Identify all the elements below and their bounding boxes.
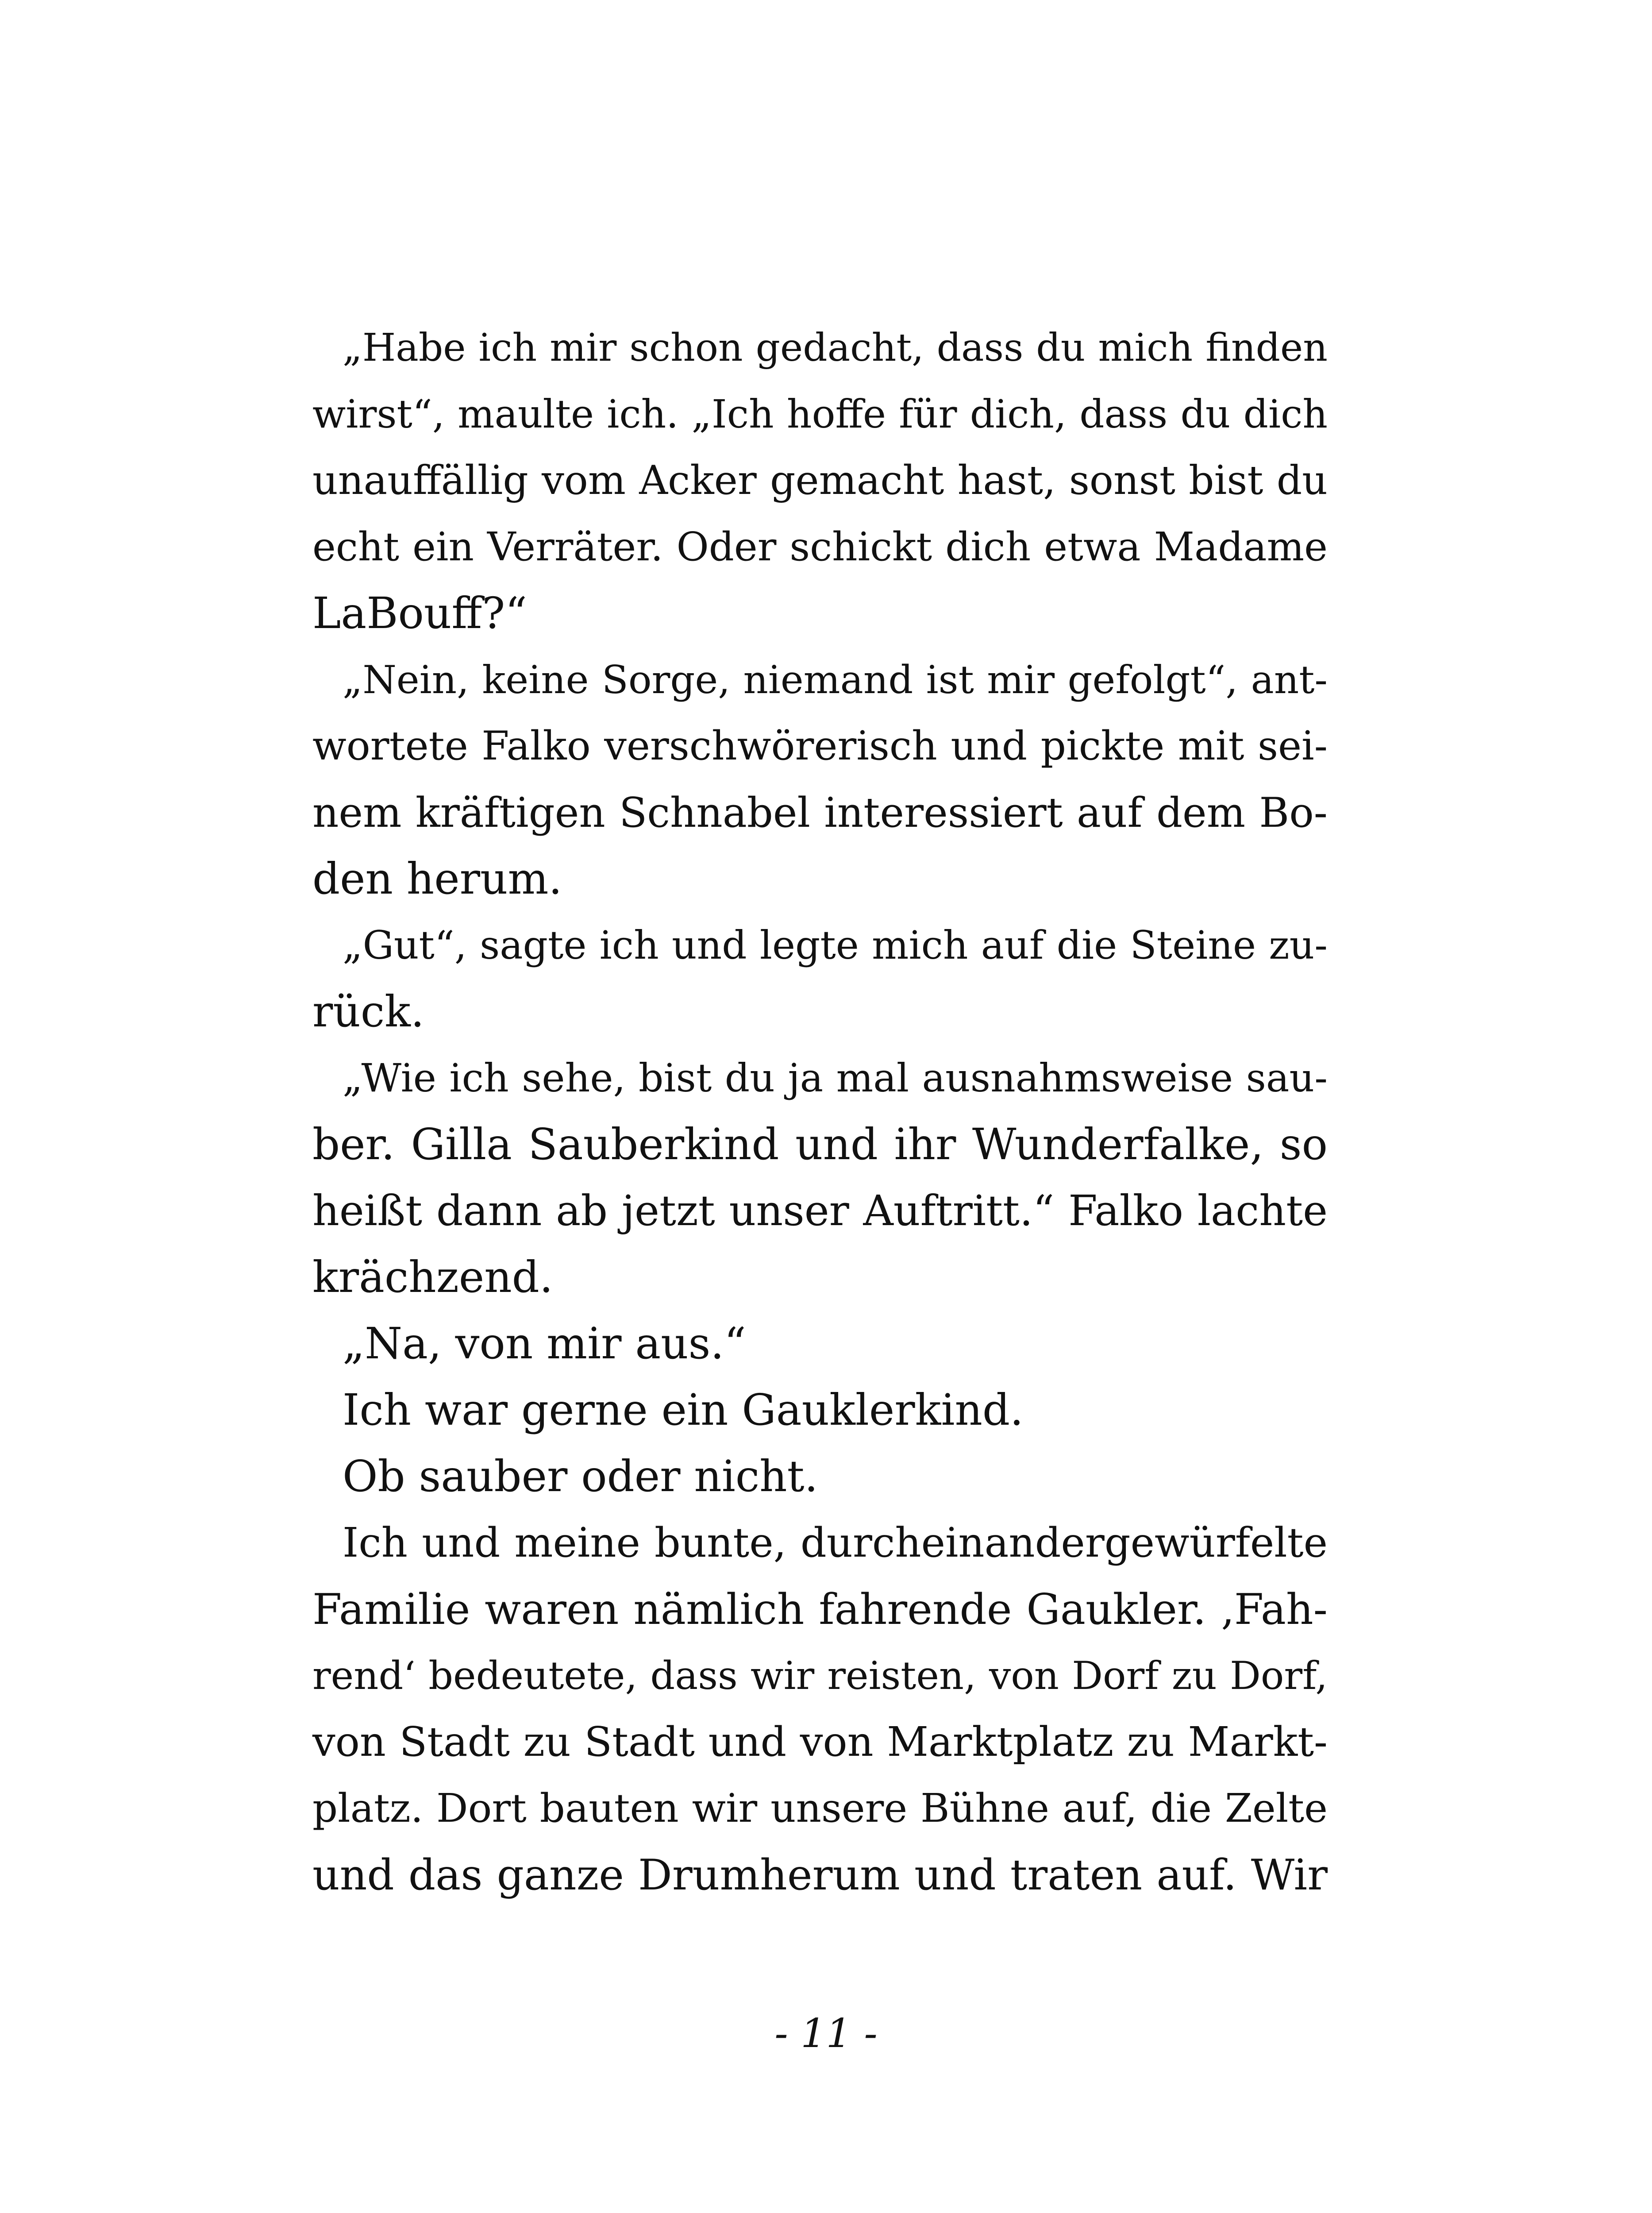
- text-line: Ich war gerne ein Gauklerkind.: [343, 1385, 1024, 1435]
- text-line: rück.: [312, 987, 424, 1037]
- text-line: „Habe ich mir schon gedacht, dass du mich finden: [343, 326, 1328, 370]
- text-line: den herum.: [312, 854, 562, 904]
- text-line: echt ein Verräter. Oder schickt dich etwa Madame: [312, 524, 1328, 570]
- text-line: rend‘ bedeutete, dass wir reisten, von Dorf zu Dorf,: [312, 1653, 1328, 1698]
- text-line: „Na, von mir aus.“: [343, 1319, 746, 1369]
- text-line: „Gut“, sagte ich und legte mich auf die Steine zu-: [343, 922, 1328, 968]
- text-line: „Nein, keine Sorge, niemand ist mir gefolgt“, ant-: [343, 657, 1328, 702]
- text-line: unauffällig vom Acker gemacht hast, sonst bist du: [312, 458, 1328, 504]
- text-line: ber. Gilla Sauberkind und ihr Wunderfalke, so: [312, 1119, 1328, 1169]
- text-line: Ich und meine bunte, durcheinandergewürfelte: [343, 1519, 1328, 1566]
- text-line: und das ganze Drumherum und traten auf. Wir: [312, 1850, 1328, 1900]
- text-line: Familie waren nämlich fahrende Gaukler. ‚Fah-: [312, 1585, 1328, 1634]
- text-line: krächzend.: [312, 1252, 553, 1302]
- text-line: LaBouff?“: [312, 588, 527, 638]
- text-line: von Stadt zu Stadt und von Marktplatz zu Markt-: [312, 1718, 1328, 1766]
- text-line: Ob sauber oder nicht.: [343, 1451, 818, 1501]
- text-line: heißt dann ab jetzt unser Auftritt.“ Falko lachte: [312, 1187, 1328, 1235]
- text-line: nem kräftigen Schnabel interessiert auf dem Bo-: [312, 789, 1328, 837]
- text-line: platz. Dort bauten wir unsere Bühne auf, die Zelte: [312, 1785, 1328, 1831]
- text-line: „Wie ich sehe, bist du ja mal ausnahmsweise sau-: [343, 1055, 1328, 1101]
- page-number: - 11 -: [774, 2010, 878, 2057]
- text-line: wirst“, maulte ich. „Ich hoffe für dich, dass du dich: [312, 391, 1328, 437]
- text-line: wortete Falko verschwörerisch und pickte mit sei-: [312, 723, 1328, 769]
- body-text: [312, 315, 1328, 1908]
